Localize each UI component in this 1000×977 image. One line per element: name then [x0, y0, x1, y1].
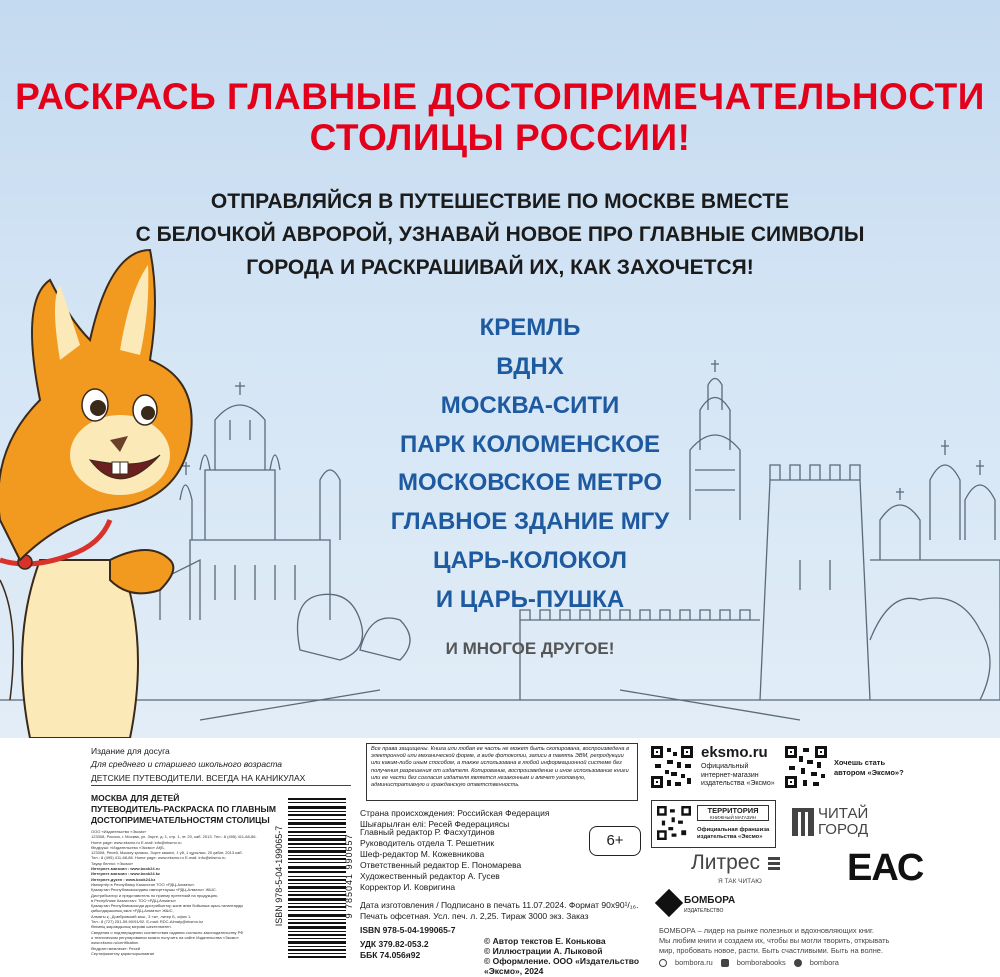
bombora-description-line: БОМБОРА – лидер на рынке полезных и вдохновляющих книг. [659, 926, 874, 935]
staff-line: Главный редактор Р. Фасхутдинов [360, 827, 495, 837]
eac-mark: ЕАС [847, 847, 924, 889]
fine-print-line: Тел.: 8 (727) 251-59-90/91/92. E-mail: RDC-Almaty@eksmo.kz [91, 919, 204, 925]
globe-icon [659, 959, 667, 967]
audience-label: Для среднего и старшего школьного возраста [91, 759, 283, 769]
staff-list [360, 827, 585, 893]
fine-print-line: Home page: www.eksmo.ru E-mail: info@eksmo.ru [91, 839, 182, 845]
territory-caption-line: издательства «Эксмо» [697, 834, 763, 840]
barcode [262, 790, 358, 968]
edition-label: Издание для досуга [91, 746, 170, 756]
print-info-1: Дата изготовления / Подписано в печать 11.07.2024. Формат 90x90¹/₁₆. [360, 900, 639, 910]
fine-print-line: Қазақстан Республикасындағы импорттаушы «РДЦ-Алматы» ЖШС. [91, 887, 217, 893]
litres-menu-icon [768, 857, 780, 870]
rights-notice: Все права защищены. Книга или любая ее часть не может быть скопирована, воспроизведена в электронной или механической форме, в виде фотокопии, записи в память ЭВМ, репродукции или каким-либо иным способом, а также использована в любой информационной системе без получения разрешения от издателя. Копирование, воспроизведение и иное использование книги или ее части без согласия издателя является незаконным и влечет уголовную, административную и гражданскую ответственность. [366, 743, 638, 801]
fine-print-line: Өндіруші: «Издательство «Эксмо» АҚБ, [91, 844, 165, 850]
book-title-3: ДОСТОПРИМЕЧАТЕЛЬНОСТЯМ СТОЛИЦЫ [91, 815, 270, 825]
eksmo-shop-caption-line: Официальный [701, 763, 749, 770]
copyright-2: © Иллюстрации А. Лыковой [484, 946, 603, 956]
staff-line: Художественный редактор А. Гусев [360, 871, 500, 881]
fine-print-line: Сертификаттау қарастырылмаған [91, 950, 155, 956]
squirrel-aurora-icon [0, 250, 192, 738]
territory-logo-text: ТЕРРИТОРИЯ [707, 806, 759, 815]
qr-code-author-icon[interactable] [785, 746, 827, 788]
isbn-vertical: ISBN 978-5-04-199065-7 [274, 825, 284, 927]
udk: УДК 379.82-053.2 [360, 939, 429, 949]
bombora-description-line: мир, пробовать новое, расти. Быть счастливыми. Быть на волне. [659, 946, 883, 955]
staff-line: Шеф-редактор М. Кожевникова [360, 849, 485, 859]
series-label: ДЕТСКИЕ ПУТЕВОДИТЕЛИ. ВСЕГДА НА КАНИКУЛАХ [91, 773, 306, 783]
vk-icon [721, 959, 729, 967]
fine-print-line: 123308, Россия, г. Москва, ул. Зорге, д. 1, стр. 1, эт. 20, каб. 2013. Тел.: 8 (495) 411-68-86. [91, 834, 257, 840]
age-rating-badge: 6+ [589, 826, 641, 856]
territory-logo [697, 805, 769, 821]
fine-print-line: Интернет-дүкен : www.book24.kz [91, 876, 156, 882]
fine-print-line: Өнімнің жарамдылық мерзімі шектелмеген. [91, 924, 172, 930]
bombora-logo-icon [655, 889, 683, 917]
country-of-origin: Страна происхождения: Российская Федерация [360, 808, 550, 818]
onion-domes-icon [870, 440, 1000, 700]
litres-logo: Литрес [691, 851, 760, 874]
become-author-cta[interactable] [834, 758, 904, 777]
fine-print-line: о техническом регулировании можно получить на сайте Издательства «Эксмо» [91, 934, 239, 940]
fine-print-block [91, 829, 261, 956]
divider [91, 785, 351, 786]
copyright-3: © Оформление. ООО «Издательство [484, 956, 640, 966]
fine-print-line: Алматы қ., Домбровский көш., 3 «а», литер Б, офис 1. [91, 913, 192, 919]
copyright-4: «Эксмо», 2024 [484, 966, 544, 976]
fine-print-line: Тауар белгісі: «Эксмо» [91, 860, 134, 866]
become-author-line: автором «Эксмо»? [834, 767, 904, 777]
landmark-item: ПАРК КОЛОМЕНСКОЕ [399, 431, 661, 458]
landmark-item: ВДНХ [496, 353, 564, 380]
chitai-gorod-line: ГОРОД [818, 821, 869, 838]
eksmo-shop-caption [701, 763, 775, 789]
print-info-2: Печать офсетная. Усл. печ. л. 2,25. Тираж 3000 экз. Заказ [360, 911, 589, 921]
landmark-item: ГЛАВНОЕ ЗДАНИЕ МГУ [390, 508, 670, 535]
territory-logo-subtext: КНИЖНЫЙ МАГАЗИН [709, 815, 757, 820]
bombora-logo-sub: ИЗДАТЕЛЬСТВО [684, 908, 724, 914]
litres-tagline: Я ТАК ЧИТАЮ [718, 878, 762, 885]
isbn: ISBN 978-5-04-199065-7 [360, 925, 456, 935]
bombora-social-links [659, 958, 839, 967]
fine-print-line: қабылдаушының өкілі «РДЦ-Алматы» ЖШС, [91, 908, 174, 914]
landmark-item: МОСКОВСКОЕ МЕТРО [397, 469, 663, 496]
chitai-gorod-logo-icon [792, 808, 814, 836]
eksmo-site[interactable]: eksmo.ru [701, 744, 768, 761]
and-more-text: И МНОГОЕ ДРУГОЕ! [445, 639, 615, 658]
territory-caption [697, 827, 769, 841]
eksmo-shop-caption-line: интернет-магазин [701, 771, 759, 779]
barcode-digits: 9 785041 990657 [344, 833, 354, 919]
country-of-origin-kz: Шығарылған елі: Ресей Федерациясы [360, 819, 510, 829]
fine-print-line: 123308, Ресей, Мәскеу қаласы, Зорге көшесі, 1 үй, 1 құрылыс, 20 қабат, 2013 каб. [91, 850, 243, 856]
fine-print-line: Импортёр в Республику Казахстан ТОО «РДЦ-Алматы». [91, 881, 196, 887]
landmark-item: КРЕМЛЬ [479, 314, 581, 341]
fine-print-line: Өндірген мемлекет: Ресей [91, 945, 141, 951]
fine-print-line: Дистрибьютор и представитель по приему претензий на продукцию, [91, 892, 219, 898]
book-title-1: МОСКВА ДЛЯ ДЕТЕЙ [91, 793, 180, 803]
fine-print-line: Тел.: 8 (495) 411-68-86. Home page: www.eksmo.ru E-mail: info@eksmo.ru [91, 855, 226, 861]
book-title-2: ПУТЕВОДИТЕЛЬ-РАСКРАСКА ПО ГЛАВНЫМ [91, 804, 276, 814]
bombora-logo: БОМБОРА [684, 895, 736, 906]
qr-code-eksmo-icon[interactable] [651, 746, 693, 788]
bombora-social-link[interactable]: bombora [809, 958, 839, 967]
staff-line: Корректор И. Ковригина [360, 882, 456, 892]
intro-line-1: ОТПРАВЛЯЙСЯ В ПУТЕШЕСТВИЕ ПО МОСКВЕ ВМЕСТЕ [210, 190, 790, 213]
landmark-item: МОСКВА-СИТИ [440, 392, 620, 419]
become-author-line: Хочешь стать [834, 758, 886, 767]
fine-print-line: Интернет-магазин : www.book24.ru [91, 866, 160, 872]
bombora-description-line: Мы любим книги и создаем их, чтобы вы могли творить, открывать [659, 936, 890, 945]
qr-code-territory-icon[interactable] [657, 806, 691, 840]
landmark-item: И ЦАРЬ-ПУШКА [435, 586, 625, 613]
staff-line: Ответственный редактор Е. Пономарева [360, 860, 522, 870]
chitai-gorod-logo [818, 806, 868, 838]
copyright-1: © Автор текстов Е. Конькова [484, 936, 606, 946]
intro-line-2: С БЕЛОЧКОЙ АВРОРОЙ, УЗНАВАЙ НОВОЕ ПРО ГЛАВНЫЕ СИМВОЛЫ [135, 223, 865, 246]
bombora-site-link[interactable]: bombora.ru [675, 958, 713, 967]
fine-print-line: в Республике Казахстан: ТОО «РДЦ-Алматы» [91, 897, 176, 903]
imprint-area [0, 738, 1000, 976]
bombora-description [659, 926, 959, 956]
fine-print-line: Қазақстан Республикасында дистрибьютор және өнім бойынша арыз-талаптарды [91, 903, 244, 909]
bombora-vk-link[interactable]: bomborabooks [736, 958, 786, 967]
fine-print-line: Интернет-магазин : www.book24.kz [91, 871, 160, 877]
cover-title-line-1: РАСКРАСЬ ГЛАВНЫЕ ДОСТОПРИМЕЧАТЕЛЬНОСТИ [15, 76, 985, 117]
territory-caption-line: Официальная франшиза [697, 827, 770, 833]
chitai-gorod-line: ЧИТАЙ [818, 805, 869, 822]
cover-title-line-2: СТОЛИЦЫ РОССИИ! [309, 117, 691, 158]
fortress-tower-icon [760, 465, 870, 700]
landmark-item: ЦАРЬ-КОЛОКОЛ [433, 547, 627, 574]
fine-print-line: www.eksmo.ru/certification [91, 940, 139, 946]
eksmo-shop-caption-line: издательства «Эксмо» [701, 780, 775, 787]
fine-print-line: ООО «Издательство «Эксмо» [91, 829, 147, 834]
fine-print-line: Сведения о подтверждении соответствия издания согласно законодательству РФ [91, 929, 244, 935]
intro-line-3: ГОРОДА И РАСКРАШИВАЙ ИХ, КАК ЗАХОЧЕТСЯ! [246, 256, 754, 279]
social-icon [794, 959, 802, 967]
staff-line: Руководитель отдела Т. Решетник [360, 838, 495, 848]
bbk: ББК 74.056я92 [360, 950, 421, 960]
